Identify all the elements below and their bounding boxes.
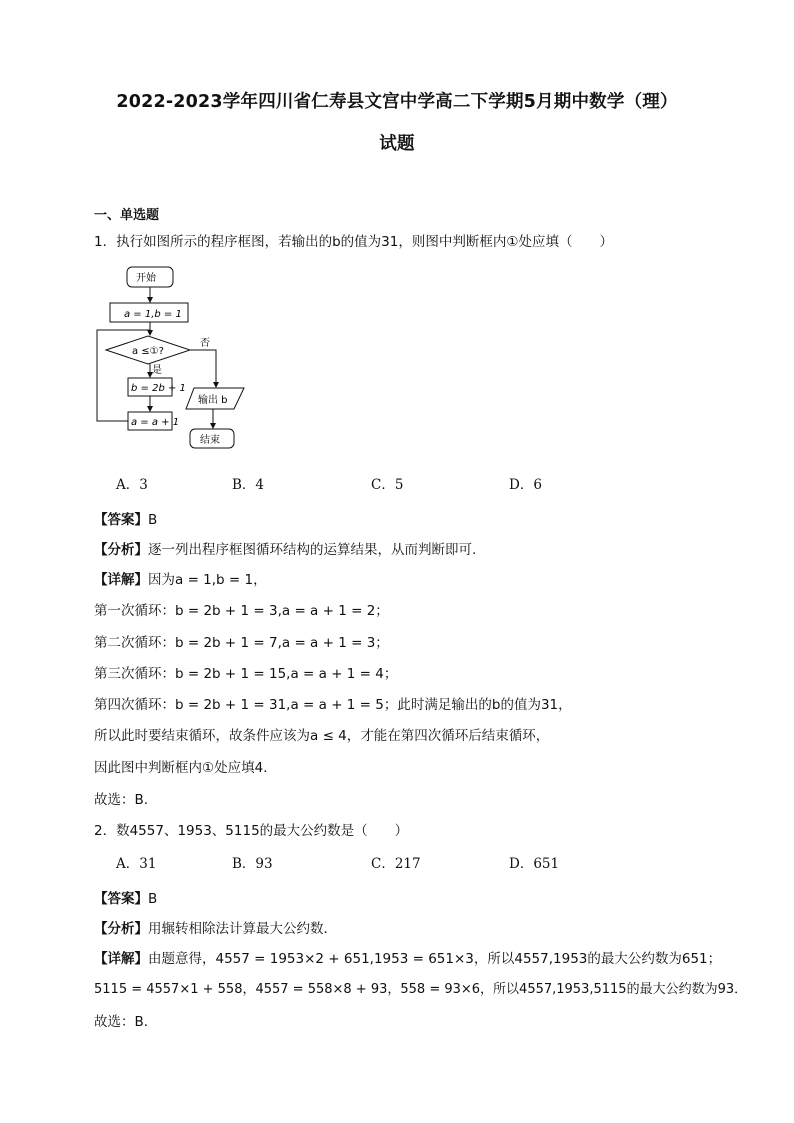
fc-no-label: 否: [200, 338, 210, 349]
fc-step1-label: b = 2b + 1: [131, 383, 186, 394]
q2-option-a: A．31: [116, 856, 157, 872]
page-title-line1: 2022-2023学年四川省仁寿县文宫中学高二下学期5月期中数学（理）: [116, 92, 678, 112]
q2-analysis: [94, 917, 337, 937]
q2-option-d: D．651: [509, 856, 560, 872]
q1-line-7: 故选：B.: [94, 792, 149, 808]
section-heading: 一、单选题: [94, 208, 160, 223]
q1-line-3: 第三次循环：b = 2b + 1 = 15,a = a + 1 = 4；: [94, 666, 398, 682]
q1-detail-tag: 【详解】: [94, 572, 148, 588]
q1-stem: 1．执行如图所示的程序框图，若输出的b的值为31，则图中判断框内①处应填（ ）: [94, 234, 613, 250]
q2-analysis-tag: 【分析】: [94, 921, 148, 937]
q1-analysis-text: 逐一列出程序框图循环结构的运算结果，从而判断即可.: [148, 542, 477, 558]
q1-line-4: 第四次循环：b = 2b + 1 = 31,a = a + 1 = 5；此时满足输出的b的值为31，: [94, 697, 572, 713]
q1-answer-tag: 【答案】: [94, 512, 148, 528]
fc-output-label: 输出 b: [198, 395, 228, 406]
q1-option-d: D．6: [509, 477, 542, 493]
q1-analysis: [94, 538, 476, 558]
q2-detail: [94, 947, 721, 967]
q1-detail: [94, 568, 267, 588]
q2-line-2: 故选：B．: [94, 1014, 158, 1030]
q2-detail-tag: 【详解】: [94, 951, 148, 967]
q2-stem: 2．数4557、1953、5115的最大公约数是（ ）: [94, 823, 409, 839]
fc-yes-label: 是: [152, 365, 162, 376]
page-title-line2: 试题: [379, 134, 415, 154]
q1-option-a: A．3: [116, 477, 148, 493]
fc-init-label: a = 1,b = 1: [124, 309, 182, 320]
fc-start-label: 开始: [136, 273, 156, 284]
q2-detail-text: 由题意得，4557 = 1953×2 + 651,1953 = 651×3，所以4557,1953的最大公约数为651；: [148, 951, 722, 967]
q2-option-b: B．93: [232, 856, 273, 872]
q1-line-1: 第一次循环：b = 2b + 1 = 3,a = a + 1 = 2；: [94, 603, 389, 619]
q2-answer-value: B: [148, 891, 158, 907]
fc-end-label: 结束: [200, 435, 220, 446]
q2-line-1: 5115 = 4557×1 + 558，4557 = 558×8 + 93，558 = 93×6，所以4557,1953,5115的最大公约数为93．: [94, 982, 748, 997]
q1-flowchart: [94, 262, 254, 452]
q1-line-2: 第二次循环：b = 2b + 1 = 7,a = a + 1 = 3；: [94, 635, 389, 651]
q1-option-b: B．4: [232, 477, 265, 493]
q2-answer-tag: 【答案】: [94, 891, 148, 907]
q1-answer-value: B: [148, 512, 158, 528]
q1-line-5: 所以此时要结束循环，故条件应该为a ≤ 4，才能在第四次循环后结束循环，: [94, 728, 550, 744]
q2-answer: [94, 887, 157, 907]
q1-answer: [94, 508, 157, 528]
q1-detail-text: 因为a = 1,b = 1，: [148, 572, 267, 588]
fc-step2-label: a = a + 1: [131, 417, 180, 428]
q1-option-c: C．5: [371, 477, 404, 493]
q1-line-6: 因此图中判断框内①处应填4．: [94, 760, 277, 776]
q2-analysis-text: 用辗转相除法计算最大公约数．: [148, 921, 337, 937]
fc-cond-label: a ≤①?: [132, 346, 164, 357]
q1-analysis-tag: 【分析】: [94, 542, 148, 558]
q2-option-c: C．217: [371, 856, 421, 872]
